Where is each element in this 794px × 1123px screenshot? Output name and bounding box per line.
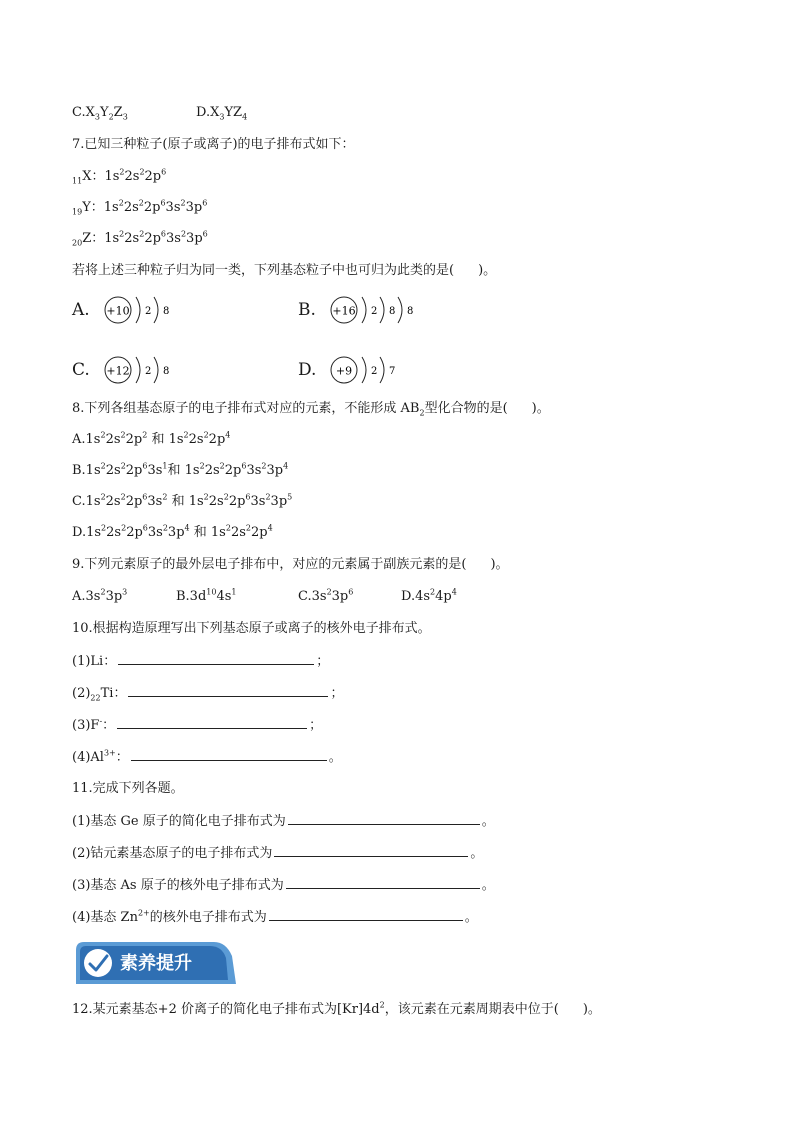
q9-stem: 9.下列元素原子的最外层电子排布中，对应的元素属于副族元素的是( )。	[72, 557, 509, 572]
q8-option-a: $A.1s^22s^22p^2$ 和 $1s^22s^22p^4$	[72, 430, 231, 447]
q7-config-y: $_{19}$Y：$1s^22s^22p^63s^23p^6$	[72, 198, 208, 217]
shell-electrons: 2	[371, 366, 378, 377]
q10-item-1: (1)Li： ；	[72, 654, 330, 669]
shell-electrons: 8	[163, 366, 170, 377]
q9-option-c: $C.3s^23p^6$	[298, 587, 354, 604]
q6-option-c: $C.X_3Y_2Z_3$	[72, 105, 128, 122]
shell-electrons: 2	[145, 366, 152, 377]
pencil-check-icon	[84, 949, 112, 977]
q11-item-3: (3)基态 As 原子的核外电子排布式为 。	[72, 878, 495, 893]
q6-option-d: $D.X_3YZ_4$	[196, 105, 248, 122]
q11-stem: 11.完成下列各题。	[72, 781, 184, 796]
nucleus-charge: +9	[335, 364, 353, 378]
q9-option-a: $A.3s^23p^3$	[72, 587, 128, 604]
q10-stem: 10.根据构造原理写出下列基态原子或离子的核外电子排布式。	[72, 621, 431, 636]
nucleus-charge: +12	[106, 364, 130, 378]
q8-stem: 8.下列各组基态原子的电子排布式对应的元素，不能形成 $AB_2$型化合物的是( )。	[72, 401, 550, 418]
q7-stem: 7.已知三种粒子(原子或离子)的电子排布式如下：	[72, 137, 355, 152]
shell-electrons: 2	[371, 306, 378, 317]
answer-blank[interactable]	[128, 684, 328, 697]
atom-diagram-d	[328, 354, 448, 386]
q7-config-x: $_{11}$X：$1s^22s^22p^6$	[72, 167, 167, 186]
q8-option-d: $D.1s^22s^22p^63s^23p^4$ 和 $1s^22s^22p^4$	[72, 523, 273, 540]
shell-electrons: 8	[163, 306, 170, 317]
answer-blank[interactable]	[274, 844, 468, 857]
nucleus-charge: +16	[332, 304, 356, 318]
answer-blank[interactable]	[131, 748, 327, 761]
q12-stem: 12.某元素基态+2 价离子的简化电子排布式为$[Kr]4d^2$，该元素在元素周期表中位于( )。	[72, 1000, 601, 1017]
answer-blank[interactable]	[269, 908, 463, 921]
q10-item-2: $(2)_{22}Ti$： ；	[72, 686, 344, 703]
shell-electrons: 8	[407, 306, 414, 317]
q10-item-3: (3)F-： ；	[72, 716, 323, 733]
q11-item-1: (1)基态 Ge 原子的简化电子排布式为 。	[72, 814, 495, 829]
atom-diagram-b	[328, 294, 448, 326]
section-banner-label: 素养提升	[120, 953, 192, 974]
nucleus-charge: +10	[106, 304, 130, 318]
atom-diagram-c	[102, 354, 222, 386]
q7-config-z: $_{20}$Z：$1s^22s^22p^63s^23p^6$	[72, 229, 208, 248]
q8-option-c: $C.1s^22s^22p^63s^2$ 和 $1s^22s^22p^63s^23p^5$	[72, 492, 293, 509]
shell-electrons: 8	[389, 306, 396, 317]
q7-question: 若将上述三种粒子归为同一类，下列基态粒子中也可归为此类的是( )。	[72, 263, 497, 278]
answer-blank[interactable]	[286, 876, 480, 889]
q8-option-b: $B.1s^22s^22p^63s^1$和 $1s^22s^22p^63s^23p^4$	[72, 461, 289, 478]
q11-item-2: (2)钴元素基态原子的电子排布式为 。	[72, 846, 484, 861]
answer-blank[interactable]	[118, 652, 314, 665]
q11-item-4: (4)基态 $Zn^{2+}$的核外电子排布式为 。	[72, 908, 478, 925]
answer-blank[interactable]	[288, 812, 480, 825]
shell-electrons: 2	[145, 306, 152, 317]
section-banner	[76, 942, 236, 984]
q9-option-d: $D.4s^24p^4$	[401, 587, 457, 604]
q9-option-b: $B.3d^{10}4s^1$	[176, 587, 237, 604]
atom-diagram-a	[102, 294, 222, 326]
shell-electrons: 7	[389, 366, 396, 377]
answer-blank[interactable]	[117, 716, 307, 729]
q10-item-4: $(4)Al^{3+}$： 。	[72, 748, 342, 765]
